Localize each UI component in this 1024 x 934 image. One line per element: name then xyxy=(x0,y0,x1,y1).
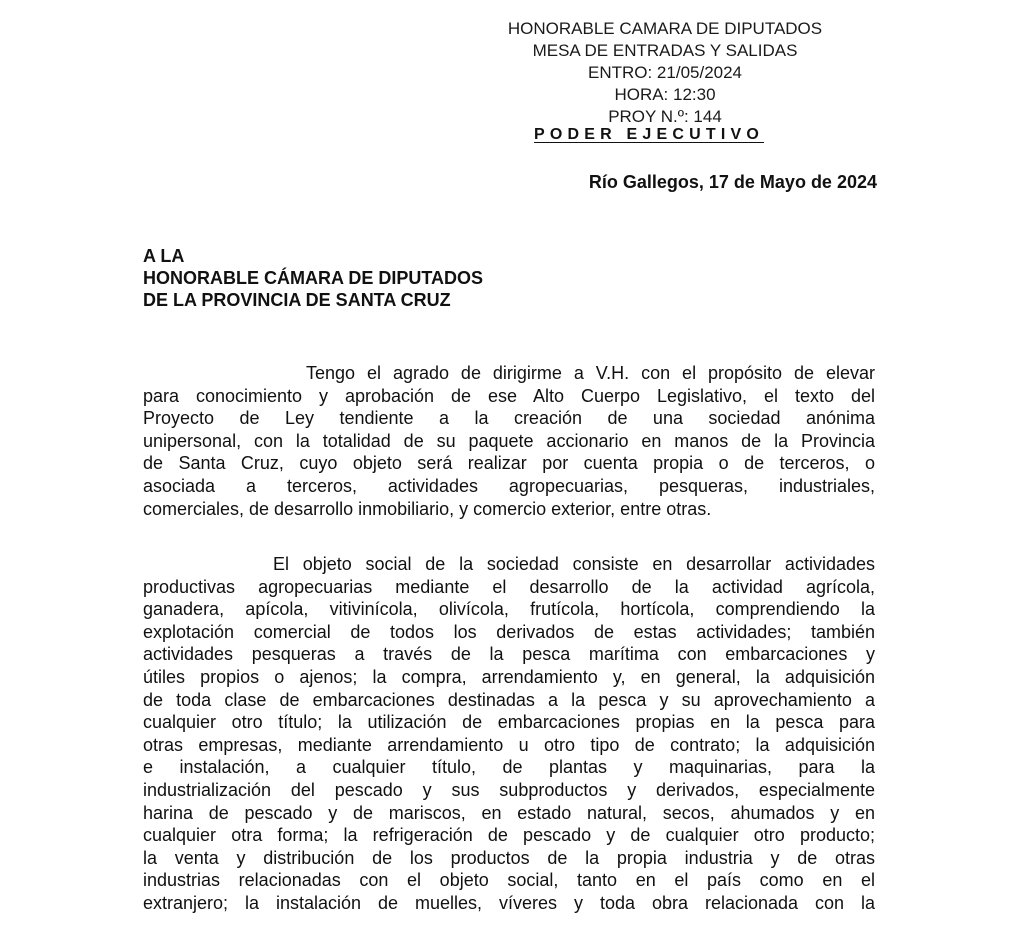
stamp-line-time: HORA: 12:30 xyxy=(614,85,716,104)
recipient-block xyxy=(143,245,483,311)
paragraph-line: cualquier otra forma; la refrigeración de pescado y de cualquier otro producto; xyxy=(143,825,875,846)
paragraph-line: útiles propios o ajenos; la compra, arrendamiento y, en general, la adquisición xyxy=(143,666,875,687)
paragraph-line: industrias relacionadas con el objeto social, tanto en el país como en el xyxy=(143,870,875,891)
paragraph-line: El objeto social de la sociedad consiste en desarrollar actividades xyxy=(273,554,875,574)
letter-date: Río Gallegos, 17 de Mayo de 2024 xyxy=(588,172,877,192)
paragraph-line: de toda clase de embarcaciones destinadas a la pesca y su aprovechamiento a xyxy=(143,689,875,710)
paragraph-line: extranjero; la instalación de muelles, víveres y toda obra relacionada con la xyxy=(143,892,875,913)
paragraph-line: para conocimiento y aprobación de ese Alto Cuerpo Legislativo, el texto del xyxy=(143,385,875,406)
recipient-line: HONORABLE CÁMARA DE DIPUTADOS xyxy=(143,268,483,288)
stamp-line-office: MESA DE ENTRADAS Y SALIDAS xyxy=(532,41,798,60)
paragraph-line: productivas agropecuarias mediante el desarrollo de la actividad agrícola, xyxy=(143,576,875,597)
issuing-branch: PODER EJECUTIVO xyxy=(534,126,765,143)
paragraph-line: de Santa Cruz, cuyo objeto será realizar por cuenta propia o de terceros, o xyxy=(143,453,875,474)
paragraph-line: comerciales, de desarrollo inmobiliario, y comercio exterior, entre otras. xyxy=(143,498,712,519)
paragraph-line: asociada a terceros, actividades agropecuarias, pesqueras, industriales, xyxy=(143,475,875,496)
paragraph-line: cualquier otro título; la utilización de embarcaciones propias en la pesca para xyxy=(143,712,875,733)
stamp-line-project-number: PROY N.º: 144 xyxy=(608,107,722,126)
paragraph-line: la venta y distribución de los productos de la propia industria y de otras xyxy=(143,847,875,868)
paragraph-line: ganadera, apícola, vitivinícola, olivícola, frutícola, hortícola, comprendiendo la xyxy=(143,599,875,620)
paragraph-line: Tengo el agrado de dirigirme a V.H. con el propósito de elevar xyxy=(306,363,875,383)
recipient-line: A LA xyxy=(143,246,185,266)
paragraph-line: unipersonal, con la totalidad de su paquete accionario en manos de la Provincia xyxy=(143,430,875,451)
body-paragraph-1 xyxy=(143,362,875,520)
reception-stamp xyxy=(470,18,860,128)
recipient-line: DE LA PROVINCIA DE SANTA CRUZ xyxy=(143,290,451,310)
stamp-line-entry-date: ENTRO: 21/05/2024 xyxy=(587,63,743,82)
paragraph-line: actividades pesqueras a través de la pesca marítima con embarcaciones y xyxy=(143,644,875,665)
paragraph-line: harina de pescado y de mariscos, en estado natural, secos, ahumados y en xyxy=(143,802,875,823)
paragraph-line: otras empresas, mediante arrendamiento u otro tipo de contrato; la adquisición xyxy=(143,734,875,755)
paragraph-line: Proyecto de Ley tendiente a la creación de una sociedad anónima xyxy=(143,408,875,429)
paragraph-line: explotación comercial de todos los derivados de estas actividades; también xyxy=(143,621,875,642)
body-paragraph-2 xyxy=(143,553,875,915)
paragraph-line: industrialización del pescado y sus subproductos y derivados, especialmente xyxy=(143,779,875,800)
paragraph-line: e instalación, a cualquier título, de plantas y maquinarias, para la xyxy=(143,757,875,778)
stamp-line-chamber: HONORABLE CAMARA DE DIPUTADOS xyxy=(507,19,823,38)
